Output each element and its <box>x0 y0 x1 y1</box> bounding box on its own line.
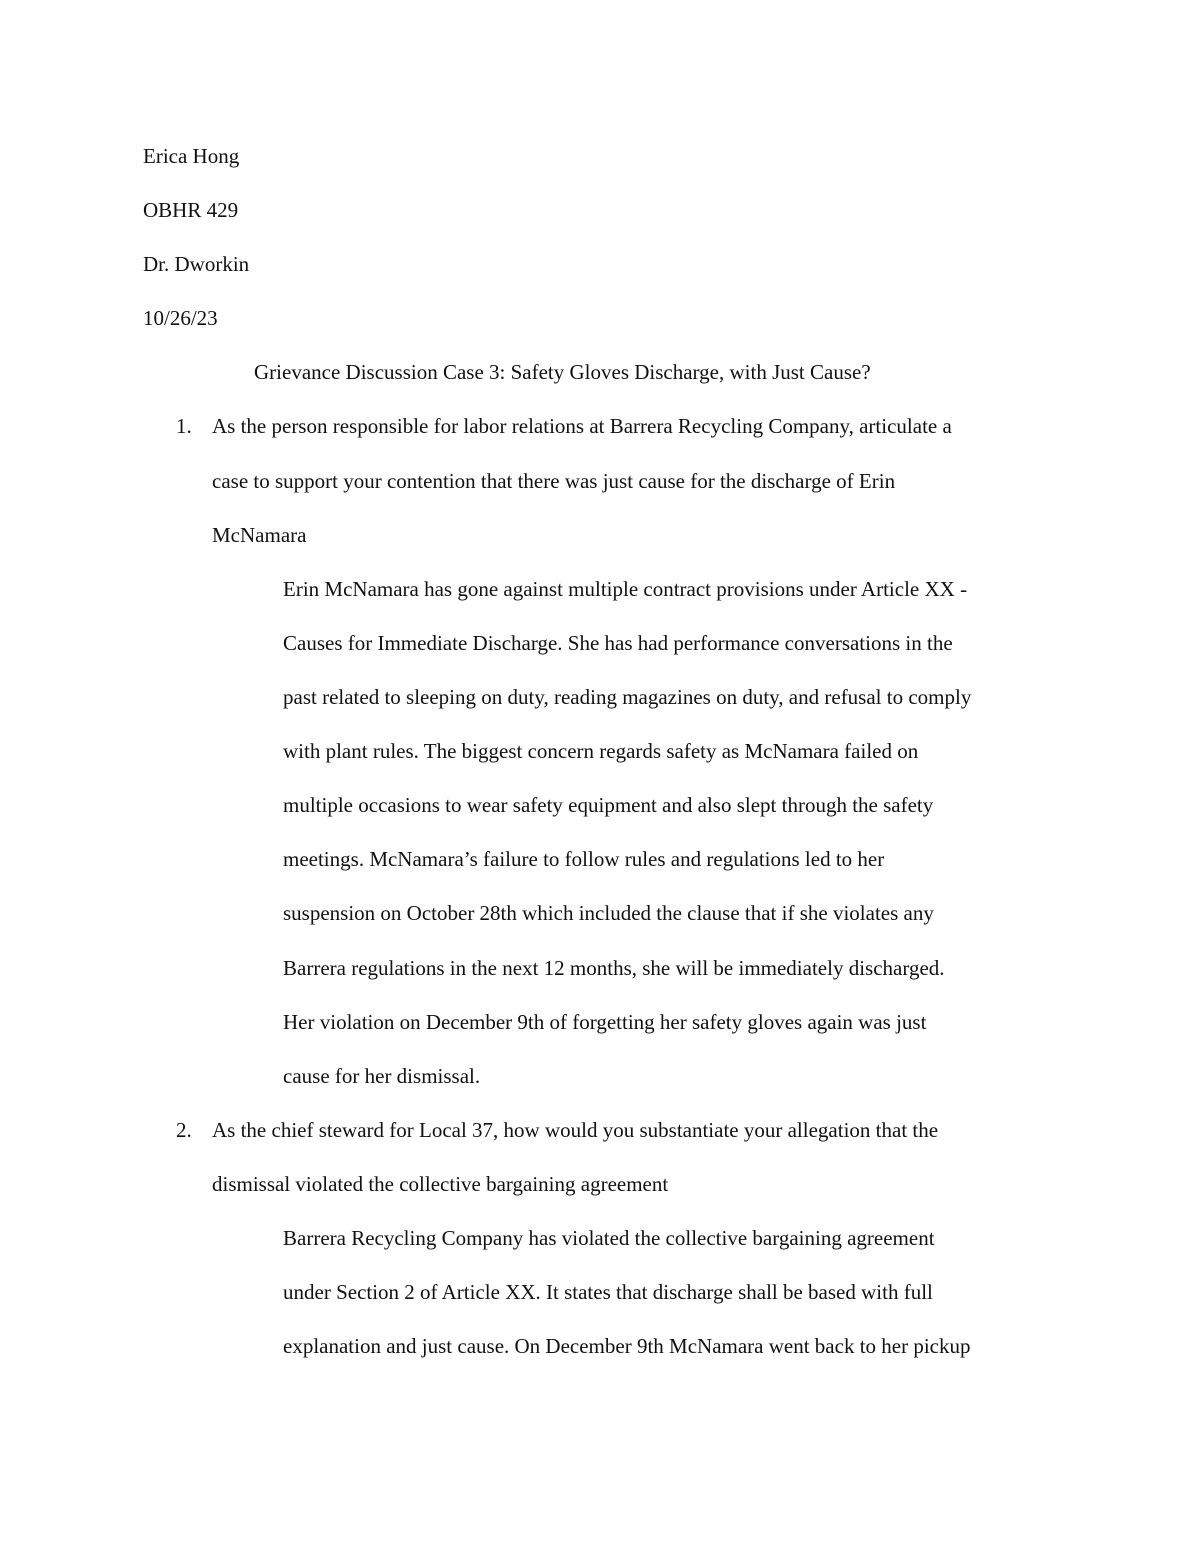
course-code: OBHR 429 <box>143 198 239 222</box>
answer-line: Causes for Immediate Discharge. She has had performance conversations in the <box>283 631 953 655</box>
author-name: Erica Hong <box>143 144 240 168</box>
question-line: As the person responsible for labor relations at Barrera Recycling Company, articulate a <box>212 414 952 438</box>
answer-line: Her violation on December 9th of forgetting her safety gloves again was just <box>283 1010 927 1034</box>
answer-line: cause for her dismissal. <box>283 1064 481 1088</box>
document-date: 10/26/23 <box>143 306 218 330</box>
instructor-name: Dr. Dworkin <box>143 252 250 276</box>
question-line: As the chief steward for Local 37, how would you substantiate your allegation that the <box>212 1118 939 1142</box>
answer-line: multiple occasions to wear safety equipment and also slept through the safety <box>283 793 934 817</box>
question-number: 1. <box>176 414 192 438</box>
answer-line: under Section 2 of Article XX. It states that discharge shall be based with full <box>283 1280 933 1304</box>
answer-line: Barrera Recycling Company has violated the collective bargaining agreement <box>283 1226 935 1250</box>
question-line: McNamara <box>212 523 307 547</box>
answer-line: past related to sleeping on duty, reading magazines on duty, and refusal to comply <box>283 685 972 709</box>
answer-line: with plant rules. The biggest concern regards safety as McNamara failed on <box>283 739 919 763</box>
answer-line: Erin McNamara has gone against multiple contract provisions under Article XX - <box>283 577 968 601</box>
document-title: Grievance Discussion Case 3: Safety Gloves Discharge, with Just Cause? <box>254 360 871 384</box>
answer-line: meetings. McNamara’s failure to follow rules and regulations led to her <box>283 847 885 871</box>
question-line: dismissal violated the collective bargaining agreement <box>212 1172 669 1196</box>
question-number: 2. <box>176 1118 192 1142</box>
answer-line: Barrera regulations in the next 12 months, she will be immediately discharged. <box>283 956 945 980</box>
answer-line: explanation and just cause. On December 9th McNamara went back to her pickup <box>283 1334 971 1358</box>
question-line: case to support your contention that there was just cause for the discharge of Erin <box>212 469 896 493</box>
answer-line: suspension on October 28th which included the clause that if she violates any <box>283 901 934 925</box>
